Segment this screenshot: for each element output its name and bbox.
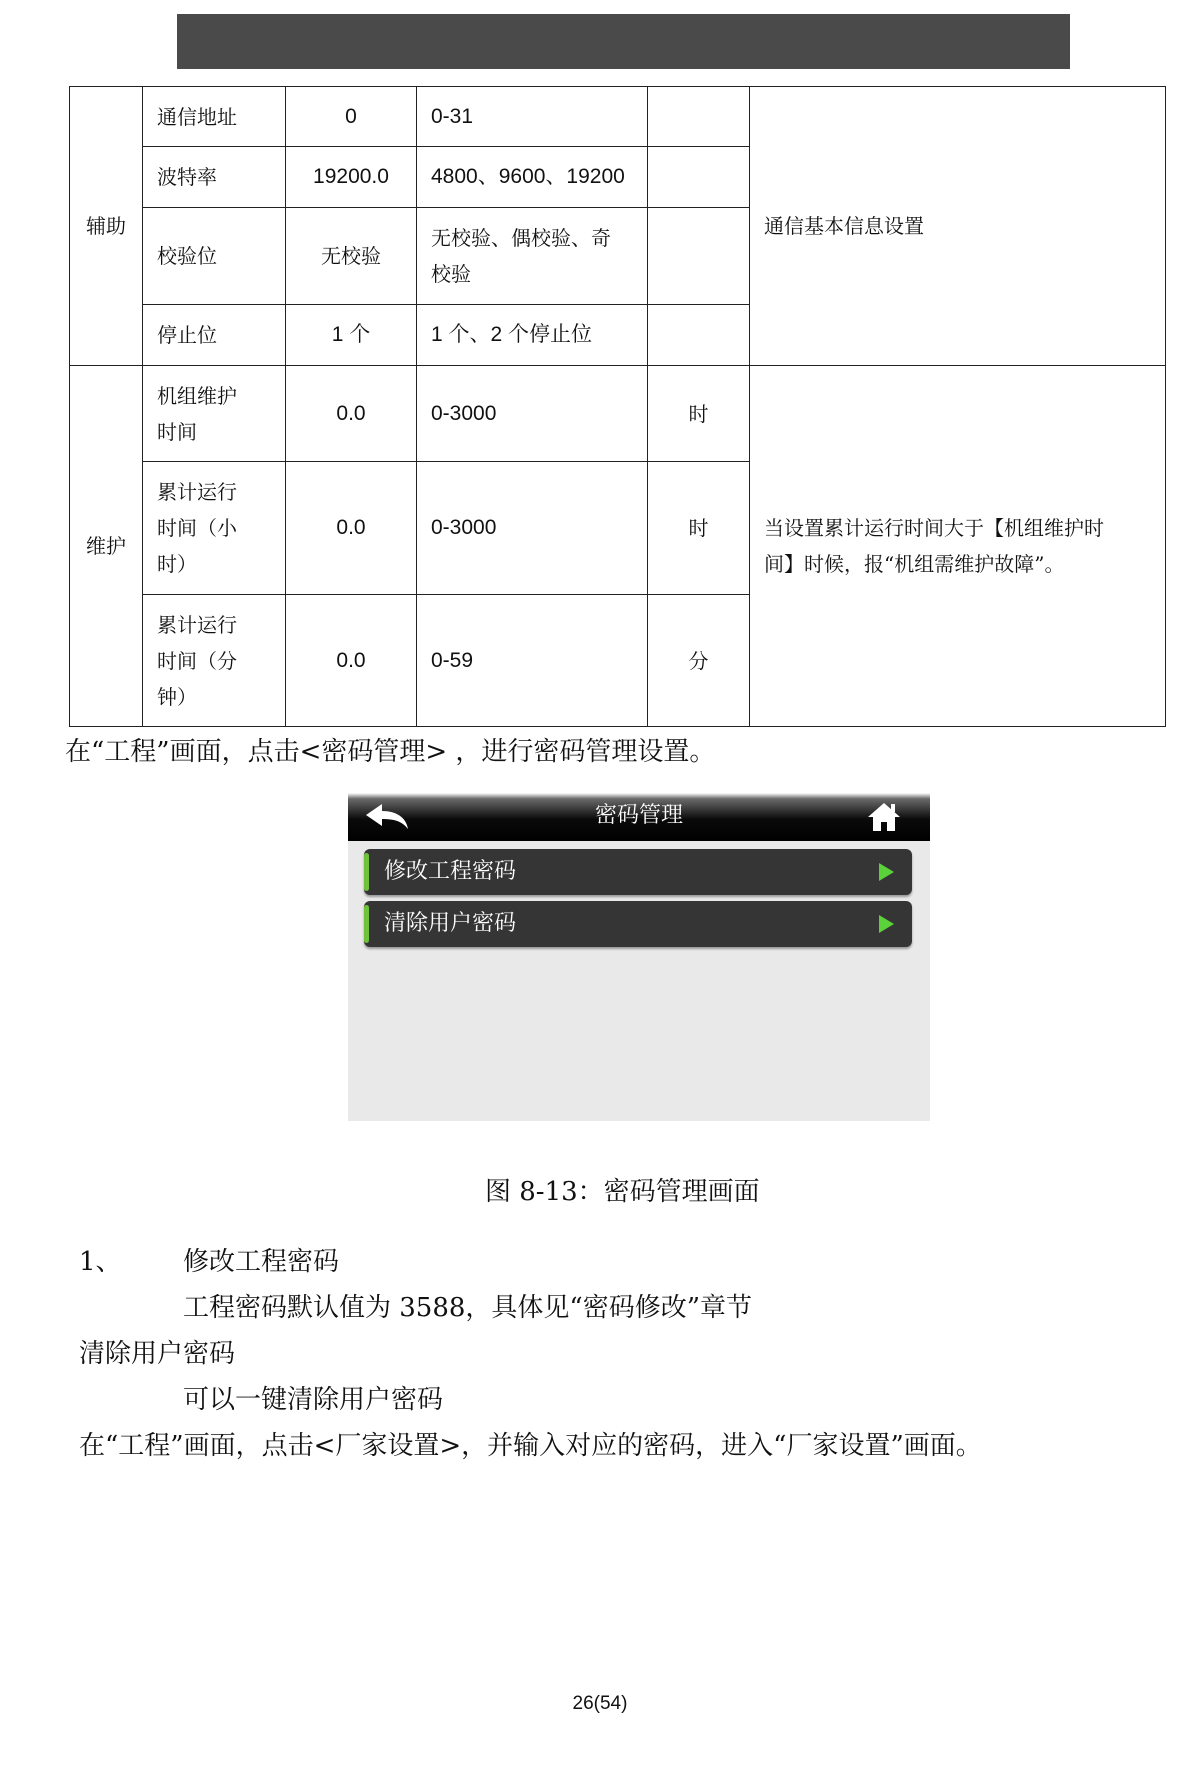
section-number: 1、 <box>79 1247 122 1277</box>
param-name <box>143 462 286 595</box>
section-title: 清除用户密码 <box>79 1339 236 1369</box>
param-note <box>750 366 1166 727</box>
param-unit <box>648 305 750 366</box>
param-range-line: 校验 <box>431 262 471 286</box>
back-arrow-icon[interactable] <box>362 801 412 833</box>
param-default: 0.0 <box>286 366 417 462</box>
param-default: 19200.0 <box>286 147 417 208</box>
param-range: 0-3000 <box>417 366 648 462</box>
param-unit <box>648 208 750 305</box>
param-name: 校验位 <box>143 208 286 305</box>
param-range: 1 个、2 个停止位 <box>417 305 648 366</box>
figure-caption: 图 8-13：密码管理画面 <box>485 1177 760 1207</box>
closing-paragraph: 在“工程”画面，点击<厂家设置>，并输入对应的密码，进入“厂家设置”画面。 <box>79 1431 982 1461</box>
param-range-line: 无校验、偶校验、奇 <box>431 226 611 250</box>
parameter-table <box>69 86 1166 727</box>
param-range: 0-3000 <box>417 462 648 595</box>
param-name: 停止位 <box>143 305 286 366</box>
param-default: 0.0 <box>286 462 417 595</box>
page-number: 26(54) <box>572 1693 628 1714</box>
intro-paragraph: 在“工程”画面，点击<密码管理> ，进行密码管理设置。 <box>65 737 716 767</box>
param-range <box>417 208 648 305</box>
param-unit <box>648 147 750 208</box>
param-default: 无校验 <box>286 208 417 305</box>
param-name-line: 累计运行 <box>157 480 237 504</box>
param-name-line: 时间（小 <box>157 516 237 540</box>
param-note-line: 当设置累计运行时间大于【机组维护时 <box>764 516 1104 540</box>
change-project-password-button[interactable] <box>364 849 912 895</box>
param-default: 0 <box>286 87 417 147</box>
play-arrow-icon <box>879 863 894 881</box>
param-name: 波特率 <box>143 147 286 208</box>
param-name <box>143 595 286 727</box>
param-default: 1 个 <box>286 305 417 366</box>
group-label: 辅助 <box>70 87 143 366</box>
param-default: 0.0 <box>286 595 417 727</box>
menu-item-label: 清除用户密码 <box>384 911 517 936</box>
menu-item-label: 修改工程密码 <box>384 859 517 884</box>
param-name-line: 机组维护 <box>157 383 237 408</box>
table-row <box>70 87 1166 147</box>
param-range: 4800、9600、19200 <box>417 147 648 208</box>
item-accent <box>364 853 369 891</box>
param-note: 通信基本信息设置 <box>750 87 1166 366</box>
param-range: 0-59 <box>417 595 648 727</box>
password-management-screen <box>348 793 930 1121</box>
section-body: 可以一键清除用户密码 <box>183 1385 444 1415</box>
param-unit: 分 <box>648 595 750 727</box>
param-name-line: 时间 <box>157 419 197 444</box>
play-arrow-icon <box>879 915 894 933</box>
param-unit: 时 <box>648 366 750 462</box>
param-range: 0-31 <box>417 87 648 147</box>
table-row <box>70 366 1166 462</box>
clear-user-password-button[interactable] <box>364 901 912 947</box>
param-name: 通信地址 <box>143 87 286 147</box>
param-name-line: 钟） <box>157 684 197 709</box>
param-unit <box>648 87 750 147</box>
home-icon[interactable] <box>866 801 902 833</box>
param-name-line: 累计运行 <box>157 612 237 637</box>
group-label: 维护 <box>70 366 143 727</box>
item-accent <box>364 905 369 943</box>
header-bar <box>177 14 1070 69</box>
param-name-line: 时） <box>157 552 197 576</box>
section-body: 工程密码默认值为 3588，具体见“密码修改”章节 <box>183 1293 753 1323</box>
section-title: 修改工程密码 <box>183 1247 340 1277</box>
param-unit: 时 <box>648 462 750 595</box>
param-name <box>143 366 286 462</box>
screen-title: 密码管理 <box>594 803 683 828</box>
param-name-line: 时间（分 <box>157 648 237 673</box>
param-note-line: 间】时候，报“机组需维护故障”。 <box>764 552 1065 576</box>
